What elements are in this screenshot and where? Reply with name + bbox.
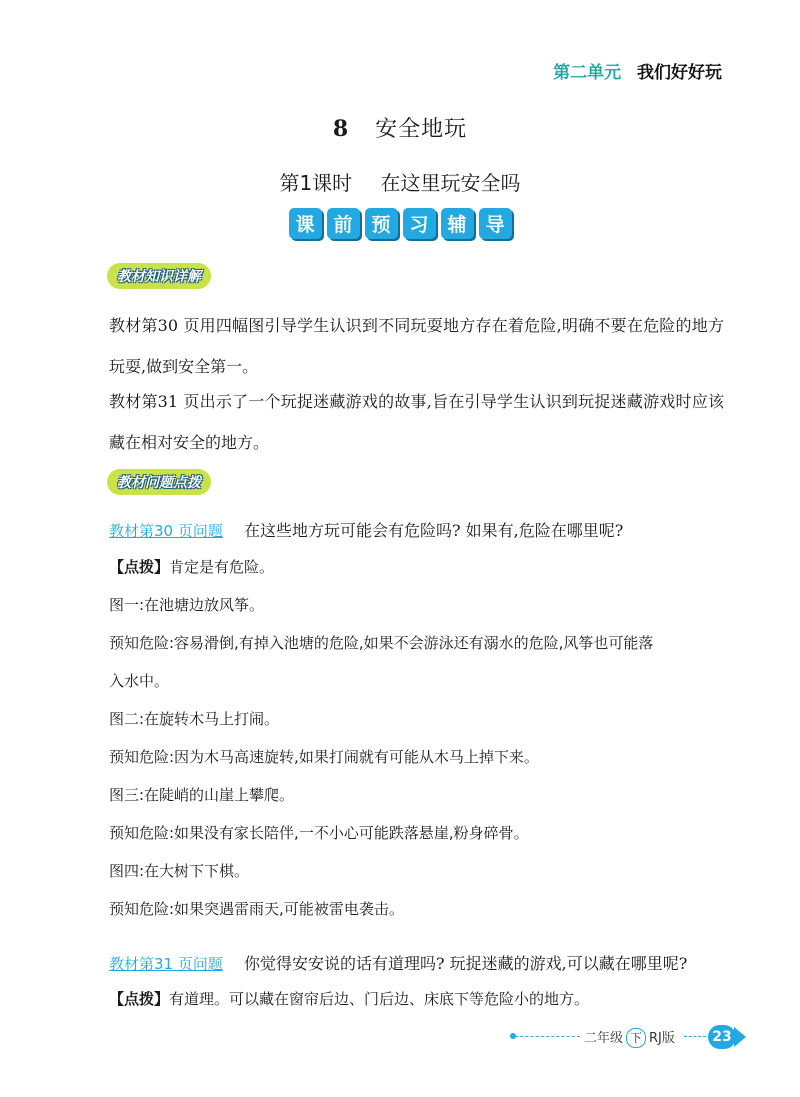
question-1-text: 在这些地方玩可能会有危险吗? 如果有,危险在哪里呢? (243, 521, 624, 540)
section-tag-questions: 教材问题点拨 (107, 469, 211, 495)
answer-label: 【点拨】 (109, 558, 170, 576)
section-tag-knowledge: 教材知识详解 (107, 263, 211, 289)
knowledge-paragraph-2: 教材第31 页出示了一个玩捉迷藏游戏的故事,旨在引导学生认识到玩捉迷藏游戏时应该藏在相对安全的地方。 (109, 392, 724, 452)
lesson-number: 8 (332, 116, 350, 142)
answer-line: 预知危险:如果没有家长陪伴,一不小心可能跌落悬崖,粉身碎骨。 (109, 824, 529, 842)
unit-label: 第二单元 (553, 63, 622, 83)
banner-char: 辅 (441, 208, 474, 239)
unit-theme: 我们好好玩 (637, 63, 722, 83)
lesson-title (0, 112, 800, 143)
grade-label: 二年级 (584, 1031, 624, 1046)
page-number: 23 (708, 1025, 736, 1049)
edition-label: RJ版 (649, 1031, 675, 1046)
arrow-right-icon (734, 1027, 746, 1047)
question-2-link[interactable]: 教材第31 页问题 (109, 955, 223, 973)
answer-line: 预知危险:如果突遇雷雨天,可能被雷电袭击。 (109, 900, 404, 918)
answer-line: 图一:在池塘边放风筝。 (109, 596, 265, 614)
volume-badge: 下 (626, 1028, 646, 1048)
banner-char: 导 (479, 208, 512, 239)
answer-line: 入水中。 (109, 672, 170, 690)
answer-line (109, 548, 729, 586)
answer-label: 【点拨】 (109, 990, 170, 1008)
period-label: 第1课时 (279, 171, 353, 195)
question-2-answer (109, 980, 729, 1018)
answer-text: 肯定是有危险。 (169, 558, 275, 576)
page-footer (510, 1025, 750, 1049)
answer-line: 图二:在旋转木马上打闹。 (109, 710, 280, 728)
question-1-link[interactable]: 教材第30 页问题 (109, 522, 223, 540)
footer-divider (510, 1036, 580, 1037)
answer-line (109, 980, 729, 1018)
period-title (0, 167, 800, 196)
question-1 (109, 518, 749, 541)
page-header (553, 58, 722, 83)
period-name: 在这里玩安全吗 (380, 171, 521, 195)
banner-char: 课 (289, 208, 322, 239)
answer-text: 有道理。可以藏在窗帘后边、门后边、床底下等危险小的地方。 (169, 990, 590, 1008)
banner-char: 前 (327, 208, 360, 239)
banner-char: 习 (403, 208, 436, 239)
question-2 (109, 951, 749, 974)
grade-info (584, 1027, 675, 1048)
answer-line: 预知危险:因为木马高速旋转,如果打闹就有可能从木马上掉下来。 (109, 748, 539, 766)
banner-char: 预 (365, 208, 398, 239)
footer-divider (684, 1036, 706, 1037)
answer-line: 图三:在陡峭的山崖上攀爬。 (109, 786, 295, 804)
lesson-name: 安全地玩 (375, 117, 468, 142)
question-1-answer (109, 548, 729, 928)
answer-line: 图四:在大树下下棋。 (109, 862, 250, 880)
answer-line: 预知危险:容易滑倒,有掉入池塘的危险,如果不会游泳还有溺水的危险,风筝也可能落 (109, 634, 654, 652)
preview-banner (0, 208, 800, 239)
knowledge-paragraph-1: 教材第30 页用四幅图引导学生认识到不同玩耍地方存在着危险,明确不要在危险的地方玩耍,做到安全第一。 (109, 316, 724, 376)
question-2-text: 你觉得安安说的话有道理吗? 玩捉迷藏的游戏,可以藏在哪里呢? (243, 954, 688, 973)
